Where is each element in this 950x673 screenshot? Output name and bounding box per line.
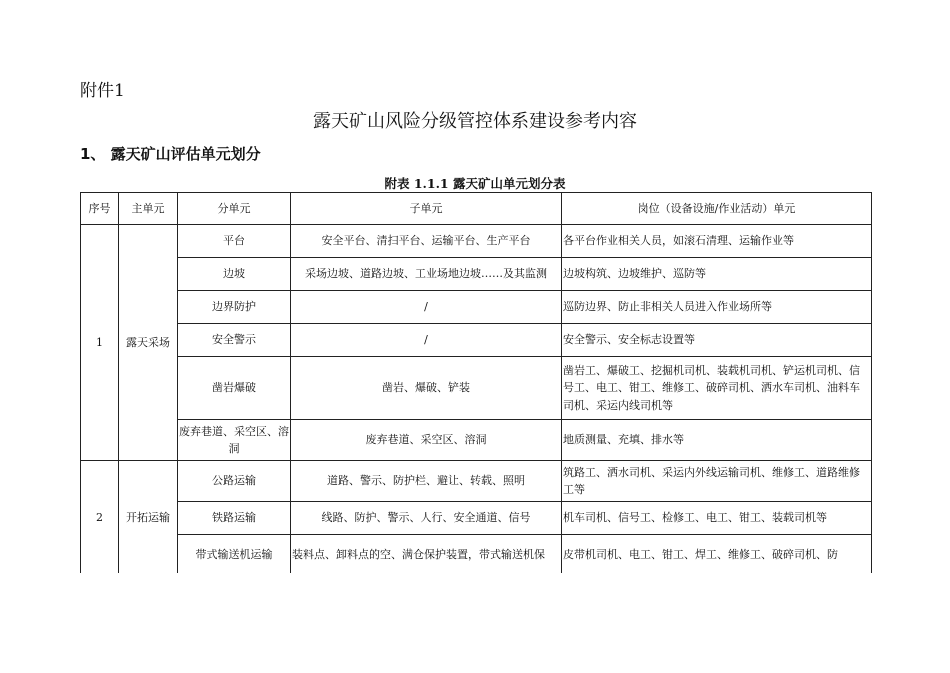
post-unit-cell: 机车司机、信号工、检修工、电工、钳工、装载司机等 (562, 502, 872, 535)
post-unit-cell: 安全警示、安全标志设置等 (562, 324, 872, 357)
post-unit-cell: 凿岩工、爆破工、挖掘机司机、装载机司机、铲运机司机、信号工、电工、钳工、维修工、破碎司机、洒水车司机、油料车司机、采运内线司机等 (562, 357, 872, 420)
table-row (81, 225, 872, 258)
table-row (81, 502, 872, 535)
sub-unit-cell: 带式输送机运输 (178, 535, 291, 575)
annex-label: 附件1 (80, 81, 125, 101)
post-unit-cell: 边坡构筑、边坡维护、巡防等 (562, 258, 872, 291)
child-unit-cell: 凿岩、爆破、铲装 (291, 357, 562, 420)
child-unit-cell: 采场边坡、道路边坡、工业场地边坡……及其监测 (291, 258, 562, 291)
header-index: 序号 (81, 193, 119, 225)
table-row (81, 258, 872, 291)
table-row (81, 324, 872, 357)
child-unit-cell: 道路、警示、防护栏、避让、转载、照明 (291, 461, 562, 502)
sub-unit-cell: 公路运输 (178, 461, 291, 502)
table-row (81, 461, 872, 502)
header-sub-unit: 分单元 (178, 193, 291, 225)
child-unit-cell: / (291, 291, 562, 324)
sub-unit-cell: 边界防护 (178, 291, 291, 324)
child-unit-cell: / (291, 324, 562, 357)
sub-unit-cell: 铁路运输 (178, 502, 291, 535)
group-index: 1 (81, 225, 119, 461)
header-main-unit: 主单元 (119, 193, 178, 225)
table-row (81, 535, 872, 575)
child-unit-cell: 废弃巷道、采空区、溶洞 (291, 420, 562, 461)
table-row (81, 357, 872, 420)
page-cutoff (0, 573, 950, 673)
sub-unit-cell: 废弃巷道、采空区、溶洞 (178, 420, 291, 461)
table-row (81, 291, 872, 324)
header-child-unit: 子单元 (291, 193, 562, 225)
table-caption: 附表 1.1.1 露天矿山单元划分表 (384, 176, 566, 191)
sub-unit-cell: 安全警示 (178, 324, 291, 357)
post-unit-cell: 皮带机司机、电工、钳工、焊工、维修工、破碎司机、防 (562, 535, 872, 575)
child-unit-cell: 安全平台、清扫平台、运输平台、生产平台 (291, 225, 562, 258)
child-unit-cell: 线路、防护、警示、人行、安全通道、信号 (291, 502, 562, 535)
sub-unit-cell: 边坡 (178, 258, 291, 291)
post-unit-cell: 各平台作业相关人员，如滚石清理、运输作业等 (562, 225, 872, 258)
post-unit-cell: 巡防边界、防止非相关人员进入作业场所等 (562, 291, 872, 324)
sub-unit-cell: 平台 (178, 225, 291, 258)
header-post-unit: 岗位（设备设施/作业活动）单元 (562, 193, 872, 225)
group-index: 2 (81, 461, 119, 575)
child-unit-cell: 装料点、卸料点的空、满仓保护装置，带式输送机保 (291, 535, 562, 575)
document-title: 露天矿山风险分级管控体系建设参考内容 (313, 111, 637, 132)
group-main-unit: 开拓运输 (119, 461, 178, 575)
post-unit-cell: 地质测量、充填、排水等 (562, 420, 872, 461)
table-row (81, 420, 872, 461)
section-heading: 1、 露天矿山评估单元划分 (80, 145, 261, 163)
unit-division-table (80, 192, 872, 575)
sub-unit-cell: 凿岩爆破 (178, 357, 291, 420)
post-unit-cell: 筑路工、洒水司机、采运内外线运输司机、维修工、道路维修工等 (562, 461, 872, 502)
table-header-row (81, 193, 872, 225)
group-main-unit: 露天采场 (119, 225, 178, 461)
